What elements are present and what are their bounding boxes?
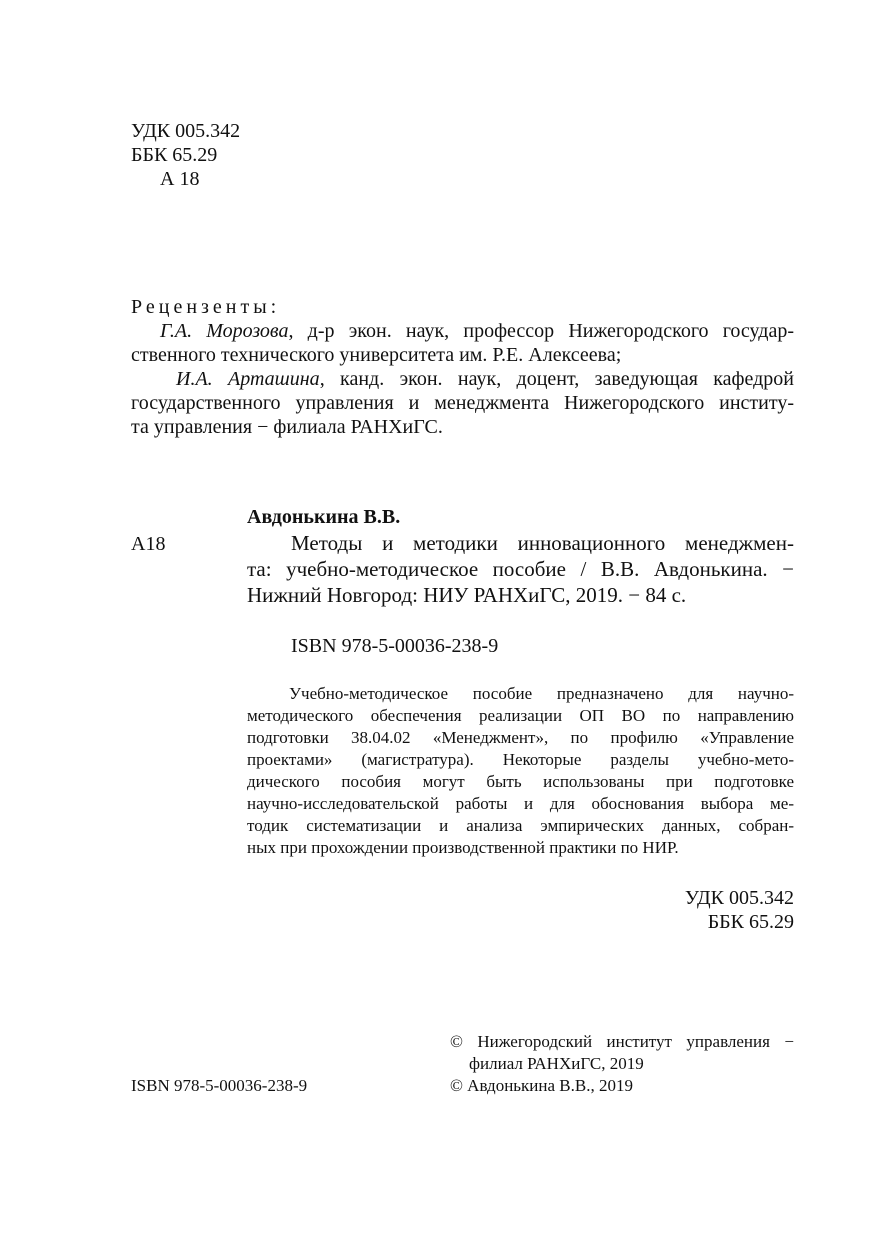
annotation-line: проектами» (магистратура). Некоторые разделы учебно-мето- <box>247 750 794 769</box>
annotation-line: дического пособия могут быть использованы при подготовке <box>247 772 794 791</box>
annotation-line: Учебно-методическое пособие предназначено для научно- <box>289 684 794 703</box>
book-mark: А18 <box>131 533 166 555</box>
udk-code: УДК 005.342 <box>131 120 241 142</box>
reviewer-1-line-2: ственного технического университета им. Р.Е. Алексеева; <box>131 344 622 366</box>
reviewer-2 <box>131 367 794 439</box>
annotation-line: тодик систематизации и анализа эмпирических данных, собран- <box>247 816 794 835</box>
annotation-line: подготовки 38.04.02 «Менеджмент», по профилю «Управление <box>247 728 794 747</box>
reviewer-2-line-1 <box>131 367 794 391</box>
reviewer-1-line-1 <box>131 319 794 343</box>
reviewer-1 <box>131 319 794 367</box>
annotation-line: научно-исследовательской работы и для обоснования выбора ме- <box>247 794 794 813</box>
annotation <box>247 683 794 859</box>
book-author: Авдонькина В.В. <box>247 506 401 528</box>
copyright-block <box>450 1031 794 1097</box>
author-mark: А 18 <box>160 168 200 190</box>
bbk-code-right: ББК 65.29 <box>707 911 794 933</box>
bbk-code: ББК 65.29 <box>131 144 218 166</box>
footer-isbn: ISBN 978-5-00036-238-9 <box>131 1076 308 1095</box>
book-isbn: ISBN 978-5-00036-238-9 <box>291 635 499 657</box>
annotation-line: методического обеспечения реализации ОП ВО по направлению <box>247 706 794 725</box>
copyright-author: © Авдонькина В.В., 2019 <box>450 1076 633 1095</box>
reviewers-heading: Рецензенты: <box>131 296 281 318</box>
copyright-institute-line-1: © Нижегородский институт управления − <box>450 1032 794 1051</box>
reviewer-1-credentials: , д-р экон. наук, профессор Нижегородского государ- <box>288 320 794 342</box>
reviewer-2-line-3: та управления − филиала РАНХиГС. <box>131 416 443 438</box>
book-title-line-2: та: учебно-методическое пособие / В.В. Авдонькина. − <box>247 557 794 581</box>
udk-code-right: УДК 005.342 <box>684 887 794 909</box>
copyright-institute-line-2: филиал РАНХиГС, 2019 <box>469 1054 644 1073</box>
book-title-line-1: Методы и методики инновационного менеджмен- <box>291 531 794 555</box>
book-title-line-3: Нижний Новгород: НИУ РАНХиГС, 2019. − 84 с. <box>247 583 687 607</box>
reviewer-2-name: И.А. Арташина <box>176 368 320 390</box>
reviewer-2-line-2: государственного управления и менеджмента Нижегородского институ- <box>131 392 794 414</box>
reviewer-2-credentials: , канд. экон. наук, доцент, заведующая кафедрой <box>319 368 795 390</box>
reviewer-1-name: Г.А. Морозова <box>160 320 289 342</box>
book-title <box>247 530 794 608</box>
annotation-line: ных при прохождении производственной практики по НИР. <box>247 838 679 857</box>
